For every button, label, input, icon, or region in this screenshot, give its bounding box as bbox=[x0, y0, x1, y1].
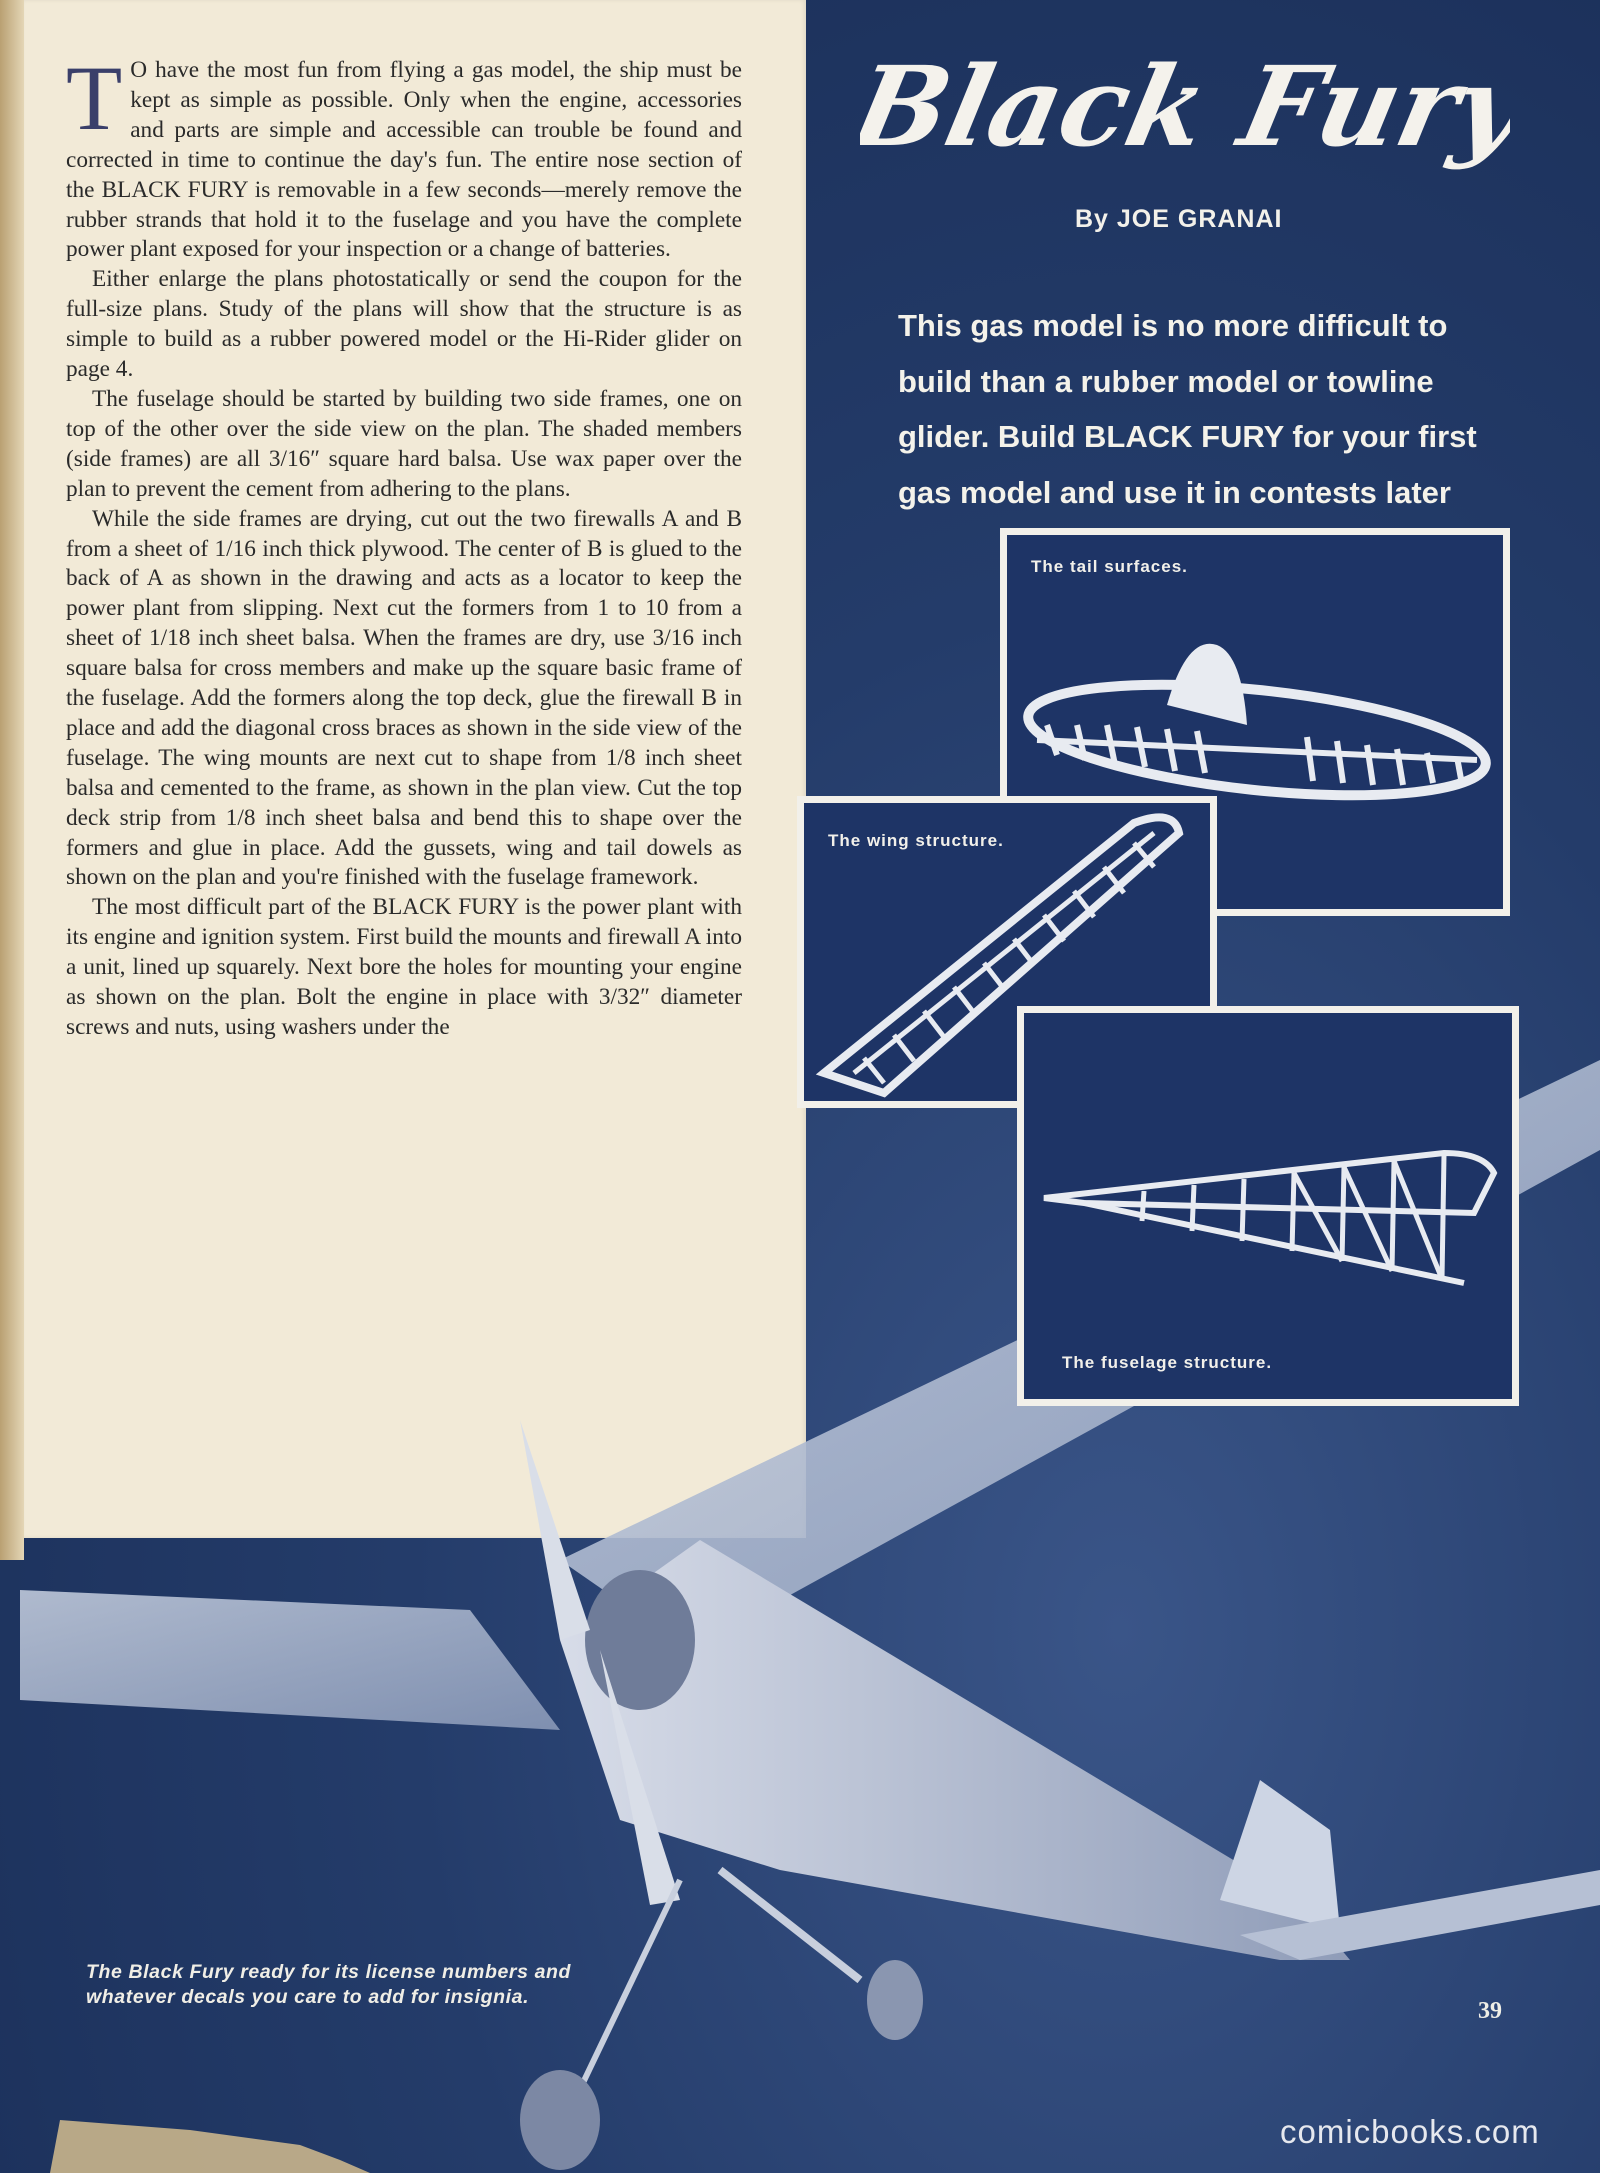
dek-line: glider. Build BLACK FURY for your first bbox=[898, 419, 1477, 454]
article-paragraph-4: While the side frames are drying, cut out the two firewalls A and B from a sheet of 1/16 inch thick plywood. The center of B is glued to the back of A as shown in the drawing and acts as a locator to keep the power plant from slipping. Next cut the formers from 1 to 10 from a sheet of 1/18 inch sheet balsa. When the frames are dry, use 3/16 inch square balsa for cross members and make up the square basic frame of the fuselage. Add the formers along the top deck, glue the firewall B in place and add the diagonal cross braces as shown in the side view of the fuselage. The wing mounts are next cut to shape from 1/8 inch sheet balsa and cemented to the frame, as shown in the plan view. Cut the top deck strip from 1/8 inch sheet balsa and bend this to shape over the formers and glue in place. Add the gussets, wing and tail dowels as shown on the plan and you're finished with the fuselage framework. bbox=[66, 505, 742, 891]
photo-caption-tail: The tail surfaces. bbox=[1031, 557, 1188, 576]
article-paragraph-2: Either enlarge the plans photostatically or send the coupon for the full-size plans. Study of the plans will show that the structure is as simple to build as a rubber powered model or the Hi-Rider glider on page 4. bbox=[66, 266, 742, 383]
headline-script bbox=[860, 40, 1510, 170]
svg-text:Black Fury: Black Fury bbox=[860, 43, 1510, 170]
dek-line: This gas model is no more difficult to bbox=[898, 308, 1448, 343]
fuselage-structure-drawing bbox=[1024, 1013, 1512, 1399]
photo-fuselage-structure bbox=[1017, 1006, 1519, 1406]
dek-line: build than a rubber model or towline bbox=[898, 363, 1434, 399]
watermark: comicbooks.com bbox=[1280, 2113, 1540, 2150]
photo-caption-wing: The wing structure. bbox=[828, 831, 1004, 850]
byline: By JOE GRANAI bbox=[1075, 205, 1283, 233]
drop-cap: T bbox=[66, 47, 123, 149]
page-number: 39 bbox=[1478, 1998, 1502, 2024]
photo-caption-fuselage: The fuselage structure. bbox=[1062, 1353, 1273, 1372]
article-body bbox=[66, 47, 742, 1043]
headline bbox=[860, 40, 1510, 170]
article-paragraph-1: T O have the most fun from flying a gas model, the ship must be kept as simple as possible. Only when the engine, accessories and parts are simple and accessible can trouble be found and corrected in time to continue the day's fun. The entire nose section of the BLACK FURY is removable in a few seconds—merely remove the rubber strands that hold it to the fuselage and you have the complete power plant exposed for your inspection or a change of batteries. bbox=[66, 47, 742, 263]
dek-text bbox=[898, 298, 1498, 520]
article-paragraph-5: The most difficult part of the BLACK FURY is the power plant with its engine and ignition system. First build the mounts and firewall A into a unit, lined up squarely. Next bore the holes for mounting your engine as shown on the plan. Bolt the engine in place with 3/32″ diameter screws and nuts, using washers under the bbox=[66, 894, 742, 1040]
main-photo-caption: The Black Fury ready for its license numbers and whatever decals you care to add for insignia. bbox=[86, 1961, 572, 2008]
dek-line: gas model and use it in contests later bbox=[898, 474, 1451, 510]
torn-paper-corner bbox=[40, 2100, 400, 2173]
article-paragraph-3: The fuselage should be started by building two side frames, one on top of the other over the side view on the plan. The shaded members (side frames) are all 3/16″ square hard balsa. Use wax paper over the plan to prevent the cement from adhering to the plans. bbox=[66, 385, 742, 502]
